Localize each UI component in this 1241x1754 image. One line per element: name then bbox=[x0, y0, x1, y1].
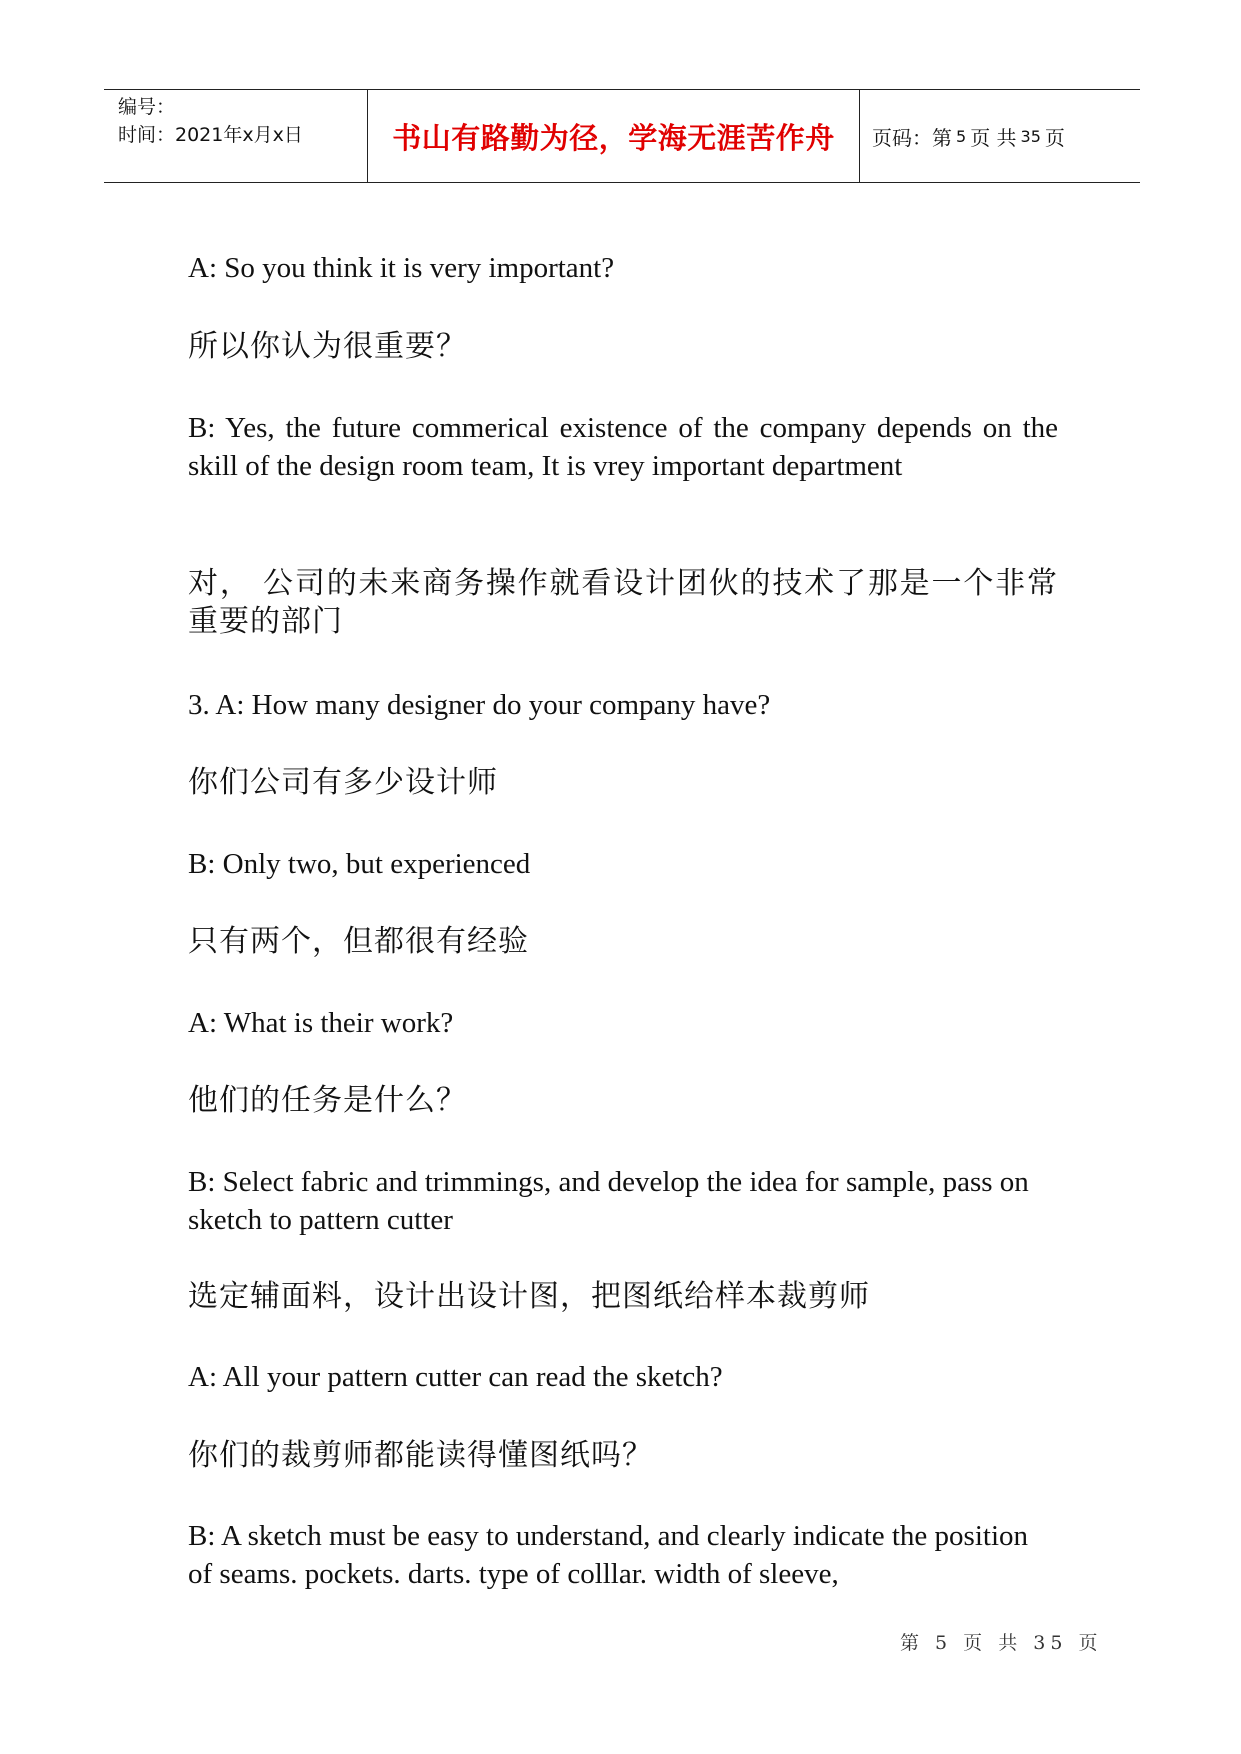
translation-line: 所以你认为很重要？ bbox=[188, 329, 467, 364]
page-total: 35 bbox=[1020, 126, 1041, 146]
page-mid: 页 共 bbox=[970, 125, 1017, 150]
header-page-info bbox=[860, 90, 1140, 182]
time-label: 时间：2021年x月x日 bbox=[118, 124, 303, 146]
translation-line: 你们的裁剪师都能读得懂图纸吗？ bbox=[188, 1438, 653, 1473]
document-header bbox=[104, 89, 1140, 183]
dialogue-line: B: Yes, the future commerical existence of the company depends on the skill of the design room team, It is vrey important department bbox=[188, 412, 1058, 482]
translation-line: 你们公司有多少设计师 bbox=[188, 765, 498, 800]
dialogue-line: A: All your pattern cutter can read the sketch? bbox=[188, 1361, 723, 1393]
dialogue-line: A: What is their work? bbox=[188, 1007, 454, 1039]
translation-line: 他们的任务是什么？ bbox=[188, 1083, 467, 1118]
translation-line: 只有两个，但都很有经验 bbox=[188, 924, 529, 959]
translation-line: 选定辅面料，设计出设计图，把图纸给样本裁剪师 bbox=[188, 1279, 870, 1314]
header-meta bbox=[104, 90, 368, 182]
dialogue-line: B: Only two, but experienced bbox=[188, 848, 531, 880]
page-number: 5 bbox=[956, 126, 967, 146]
number-label: 编号： bbox=[118, 96, 176, 118]
page-suffix: 页 bbox=[1044, 125, 1065, 150]
dialogue-line: B: Select fabric and trimmings, and develop the idea for sample, pass on sketch to pattern cutter bbox=[188, 1166, 1029, 1236]
header-motto: 书山有路勤为径，学海无涯苦作舟 bbox=[368, 90, 860, 182]
page-prefix: 页码：第 bbox=[872, 125, 952, 150]
translation-line: 对， 公司的未来商务操作就看设计团伙的技术了那是一个非常重要的部门 bbox=[188, 566, 1058, 639]
dialogue-line: 3. A: How many designer do your company have? bbox=[188, 689, 771, 721]
page-footer: 第 5 页 共 35 页 bbox=[900, 1632, 1103, 1654]
dialogue-line: A: So you think it is very important? bbox=[188, 252, 615, 284]
dialogue-line: B: A sketch must be easy to understand, and clearly indicate the position of seams. pockets. darts. type of colllar. width of sleeve, bbox=[188, 1520, 1029, 1590]
